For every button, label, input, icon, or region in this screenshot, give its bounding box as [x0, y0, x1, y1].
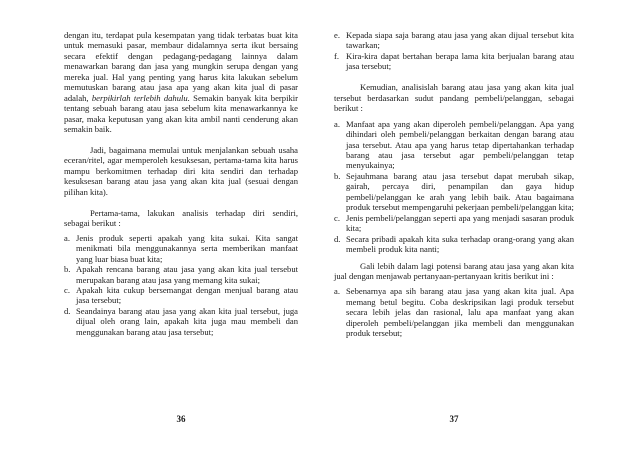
- list-item-text: Sejauhmana barang atau jasa tersebut dapat merubah sikap, gairah, percaya diri, penampilan dan gaya hidup pembeli/pelanggan ke arah yang lebih baik. Atau bagaimana produk tersebut mempengaruhi pekerjaan pembeli/pelanggan kita;: [346, 170, 574, 213]
- list-marker: b.: [334, 170, 341, 181]
- list-item-text: Jenis produk seperti apakah yang kita sukai. Kita sangat menikmati bila menggunakannya serta memberikan manfaat yang luar biasa buat kita;: [76, 232, 298, 264]
- list-marker: e.: [334, 30, 340, 40]
- emphasis-text: berpikirlah terlebih dahulu.: [91, 92, 190, 103]
- list-item-text: Kepada siapa saja barang atau jasa yang akan dijual tersebut kita tawarkan;: [346, 30, 574, 51]
- list-item: [334, 30, 574, 51]
- list-item: [64, 264, 298, 285]
- page-number: 37: [449, 414, 459, 424]
- paragraph-commitment: Jadi, bagaimana memulai untuk menjalankan sebuah usaha eceran/ritel, agar memperoleh kesuksesan, pertama-tama kita harus mampu berkomitmen terhadap diri kita sendiri dan terhadap kesuksesan barang atau jasa yang akan kita jual (sesuai dengan pilihan kita).: [64, 145, 298, 197]
- list-item: [64, 306, 298, 337]
- list-marker: a.: [64, 232, 70, 243]
- self-analysis-list: [64, 233, 298, 338]
- critical-questions-list: [334, 286, 574, 338]
- list-marker: c.: [64, 284, 70, 295]
- list-item-text: Apakah rencana barang atau jasa yang akan kita jual tersebut merupakan barang atau jasa yang memang kita sukai;: [76, 264, 298, 285]
- paragraph-intro: [64, 30, 298, 135]
- list-item-text: Manfaat apa yang akan diperoleh pembeli/pelanggan. Apa yang dihindari oleh pembeli/pelanggan berkaitan dengan barang atau jasa tersebut. Atau apa yang harus tetap dipertahankan terhadap barang atau jasa tersebut agar pembeli/pelanggan tetap menyukainya;: [346, 118, 574, 171]
- list-item: [334, 286, 574, 338]
- right-page: [334, 0, 574, 452]
- left-page: [64, 0, 298, 452]
- list-item-text: Kira-kira dapat bertahan berapa lama kita berjualan barang atau jasa tersebut;: [346, 50, 574, 72]
- list-marker: a.: [334, 118, 340, 129]
- list-marker: b.: [64, 264, 71, 275]
- list-marker: c.: [334, 212, 340, 223]
- list-item-text: Sebenarnya apa sih barang atau jasa yang akan kita jual. Apa memang betul begitu. Coba deskripsikan lagi produk tersebut secara lebih jelas dan rasional, lalu apa manfaat yang akan diperoleh pembeli/pelanggan jika membeli dan menggunakan produk tersebut;: [346, 286, 574, 339]
- list-marker: d.: [334, 233, 341, 244]
- list-item: [334, 171, 574, 213]
- paragraph-text: Semakin banyak kita berpikir tentang sebuah barang atau jasa sebelum kita menawarkannya ke pasar, maka keputusan yang akan kita ambil nanti cenderung akan semakin baik.: [64, 92, 299, 135]
- list-item: [64, 285, 298, 306]
- paragraph-critical-questions: Gali lebih dalam lagi potensi barang atau jasa yang akan kita jual dengan menjawab pertanyaan-pertanyaan kritis berikut ini :: [334, 260, 574, 282]
- right-page-body: [334, 30, 574, 339]
- list-item-text: Secara pribadi apakah kita suka terhadap orang-orang yang akan membeli produk kita nanti;: [346, 233, 574, 255]
- list-marker: f.: [334, 50, 340, 61]
- page-number: 36: [176, 414, 186, 424]
- paragraph-text: dengan itu, terdapat pula kesempatan yang tidak terbatas buat kita untuk memasuki pasar, membaur didalamnya serta ikut bersaing secara efektif dengan pedagang-pedagang lainnya dalam menawarkan barang dan jasa yang mungkin serupa dengan yang mereka jual. Hal yang penting yang harus kita lakukan sebelum memutuskan barang atau jasa apa yang akan kita jual di pasar adalah,: [64, 30, 298, 103]
- paragraph-customer-view: Kemudian, analisislah barang atau jasa yang akan kita jual tersebut berdasarkan sudut pandang pembeli/pelanggan, sebagai berikut :: [334, 82, 574, 114]
- paragraph-self-analysis: Pertama-tama, lakukan analisis terhadap diri sendiri, sebagai berikut :: [64, 207, 298, 229]
- list-item: [334, 213, 574, 234]
- continued-list: [334, 30, 574, 72]
- list-item-text: Apakah kita cukup bersemangat dengan menjual barang atau jasa tersebut;: [76, 284, 298, 306]
- list-item: [64, 233, 298, 264]
- list-marker: a.: [334, 286, 340, 297]
- customer-analysis-list: [334, 119, 574, 255]
- list-item-text: Seandainya barang atau jasa yang akan kita jual tersebut, juga dijual oleh orang lain, apakah kita juga mau membeli dan menggunakan barang atau jasa tersebut;: [76, 305, 298, 337]
- list-marker: d.: [64, 305, 71, 316]
- list-item: [334, 119, 574, 171]
- list-item: [334, 51, 574, 72]
- list-item: [334, 234, 574, 255]
- list-item-text: Jenis pembeli/pelanggan seperti apa yang menjadi sasaran produk kita;: [346, 212, 574, 234]
- left-page-body: [64, 30, 298, 337]
